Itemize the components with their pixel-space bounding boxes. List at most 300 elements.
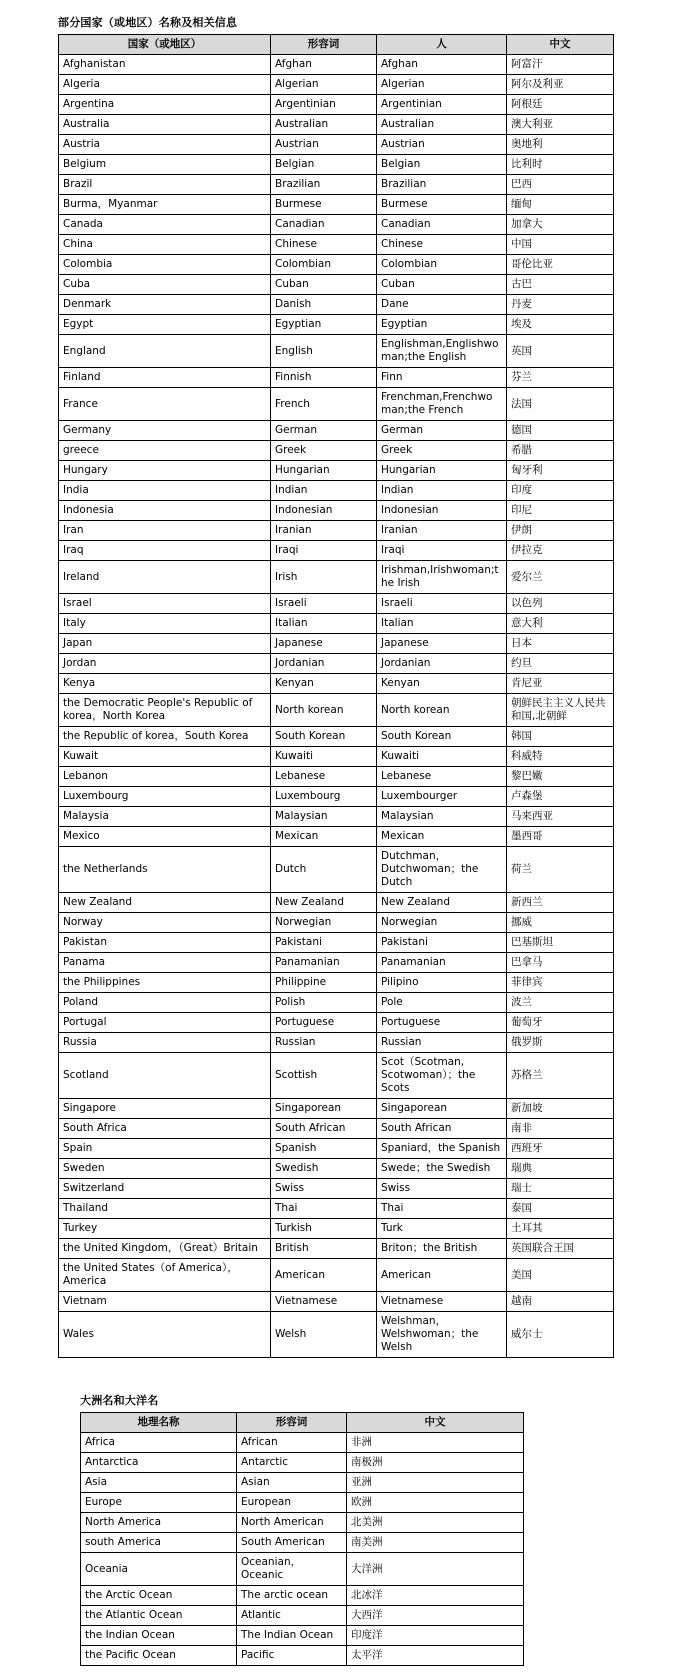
table-row (81, 1513, 524, 1533)
cell-country: Turkey (59, 1219, 271, 1239)
table-row (59, 847, 614, 893)
cell-adjective: Atlantic (237, 1606, 347, 1626)
cell-adjective: Canadian (271, 215, 377, 235)
cell-person: Russian (377, 1033, 507, 1053)
cell-country: Luxembourg (59, 787, 271, 807)
table-row (59, 614, 614, 634)
cell-country: Algeria (59, 75, 271, 95)
cell-adjective: Portuguese (271, 1013, 377, 1033)
cell-adjective: French (271, 388, 377, 421)
cell-chinese: 北美洲 (347, 1513, 524, 1533)
cell-chinese: 法国 (507, 388, 614, 421)
cell-chinese: 非洲 (347, 1433, 524, 1453)
cell-person: Norwegian (377, 913, 507, 933)
cell-country: India (59, 481, 271, 501)
table-row (59, 1179, 614, 1199)
cell-adjective: Kenyan (271, 674, 377, 694)
cell-adjective: Australian (271, 115, 377, 135)
table-row (81, 1606, 524, 1626)
cell-chinese: 欧洲 (347, 1493, 524, 1513)
cell-adjective: Pacific (237, 1646, 347, 1666)
cell-adjective: Indian (271, 481, 377, 501)
continents-oceans-section (0, 1392, 683, 1666)
cell-person: Israeli (377, 594, 507, 614)
table-row (59, 441, 614, 461)
cell-person: Irishman,Irishwoman;the Irish (377, 561, 507, 594)
cell-person: American (377, 1259, 507, 1292)
cell-adjective: Danish (271, 295, 377, 315)
cell-person: Pakistani (377, 933, 507, 953)
cell-person: Turk (377, 1219, 507, 1239)
cell-person: Thai (377, 1199, 507, 1219)
table-row (59, 501, 614, 521)
cell-adjective: Greek (271, 441, 377, 461)
cell-chinese: 约旦 (507, 654, 614, 674)
column-header-adjective: 形容词 (237, 1413, 347, 1433)
cell-chinese: 苏格兰 (507, 1053, 614, 1099)
cell-chinese: 太平洋 (347, 1646, 524, 1666)
cell-chinese: 意大利 (507, 614, 614, 634)
cell-country: the Republic of korea，South Korea (59, 727, 271, 747)
cell-person: Singaporean (377, 1099, 507, 1119)
cell-person: Colombian (377, 255, 507, 275)
table-row (59, 561, 614, 594)
table-row (59, 827, 614, 847)
cell-chinese: 伊拉克 (507, 541, 614, 561)
cell-chinese: 肯尼亚 (507, 674, 614, 694)
cell-person: Panamanian (377, 953, 507, 973)
table-row (59, 1099, 614, 1119)
cell-chinese: 亚洲 (347, 1473, 524, 1493)
continents-oceans-table (80, 1412, 524, 1666)
cell-chinese: 伊朗 (507, 521, 614, 541)
cell-chinese: 奥地利 (507, 135, 614, 155)
cell-person: Afghan (377, 55, 507, 75)
cell-adjective: Dutch (271, 847, 377, 893)
cell-country: Hungary (59, 461, 271, 481)
cell-adjective: The arctic ocean (237, 1586, 347, 1606)
cell-adjective: Finnish (271, 368, 377, 388)
cell-geographic-name: Europe (81, 1493, 237, 1513)
cell-country: Mexico (59, 827, 271, 847)
cell-adjective: New Zealand (271, 893, 377, 913)
table-row (59, 1292, 614, 1312)
table-row (59, 807, 614, 827)
cell-country: Australia (59, 115, 271, 135)
cell-country: Portugal (59, 1013, 271, 1033)
table-row (59, 368, 614, 388)
table-row (59, 135, 614, 155)
cell-adjective: Brazilian (271, 175, 377, 195)
cell-chinese: 英国联合王国 (507, 1239, 614, 1259)
table-row (59, 953, 614, 973)
cell-adjective: Norwegian (271, 913, 377, 933)
cell-country: Iraq (59, 541, 271, 561)
cell-country: Panama (59, 953, 271, 973)
table-row (59, 674, 614, 694)
cell-person: Lebanese (377, 767, 507, 787)
table-row (59, 1119, 614, 1139)
cell-chinese: 巴拿马 (507, 953, 614, 973)
table-row (59, 255, 614, 275)
cell-chinese: 葡萄牙 (507, 1013, 614, 1033)
cell-person: Kuwaiti (377, 747, 507, 767)
cell-adjective: Mexican (271, 827, 377, 847)
table-row (59, 521, 614, 541)
table-row (59, 594, 614, 614)
cell-country: the United States（of America），America (59, 1259, 271, 1292)
cell-person: Argentinian (377, 95, 507, 115)
table-row (59, 55, 614, 75)
cell-chinese: 加拿大 (507, 215, 614, 235)
column-header-adjective: 形容词 (271, 35, 377, 55)
cell-country: Russia (59, 1033, 271, 1053)
table-row (59, 1312, 614, 1358)
table-header-row (81, 1413, 524, 1433)
table-row (81, 1493, 524, 1513)
cell-person: Pole (377, 993, 507, 1013)
cell-person: Indonesian (377, 501, 507, 521)
table-row (81, 1646, 524, 1666)
cell-chinese: 黎巴嫩 (507, 767, 614, 787)
cell-person: Algerian (377, 75, 507, 95)
cell-country: Poland (59, 993, 271, 1013)
cell-chinese: 瑞士 (507, 1179, 614, 1199)
table-row (59, 787, 614, 807)
cell-chinese: 以色列 (507, 594, 614, 614)
cell-country: China (59, 235, 271, 255)
cell-adjective: Vietnamese (271, 1292, 377, 1312)
cell-adjective: Swiss (271, 1179, 377, 1199)
cell-chinese: 埃及 (507, 315, 614, 335)
cell-chinese: 爱尔兰 (507, 561, 614, 594)
cell-adjective: Egyptian (271, 315, 377, 335)
cell-adjective: Belgian (271, 155, 377, 175)
cell-country: Denmark (59, 295, 271, 315)
cell-adjective: European (237, 1493, 347, 1513)
cell-country: Spain (59, 1139, 271, 1159)
table-row (81, 1453, 524, 1473)
table-row (59, 933, 614, 953)
cell-person: Egyptian (377, 315, 507, 335)
cell-chinese: 匈牙利 (507, 461, 614, 481)
cell-chinese: 南极洲 (347, 1453, 524, 1473)
cell-chinese: 丹麦 (507, 295, 614, 315)
cell-person: Englishman,Englishwoman;the English (377, 335, 507, 368)
cell-chinese: 印尼 (507, 501, 614, 521)
cell-country: Lebanon (59, 767, 271, 787)
cell-adjective: Malaysian (271, 807, 377, 827)
cell-chinese: 越南 (507, 1292, 614, 1312)
cell-person: Japanese (377, 634, 507, 654)
cell-country: Thailand (59, 1199, 271, 1219)
cell-adjective: Swedish (271, 1159, 377, 1179)
cell-geographic-name: the Pacific Ocean (81, 1646, 237, 1666)
cell-adjective: Japanese (271, 634, 377, 654)
cell-geographic-name: the Arctic Ocean (81, 1586, 237, 1606)
cell-chinese: 波兰 (507, 993, 614, 1013)
countries-section-title: 部分国家（或地区）名称及相关信息 (58, 16, 238, 29)
table-row (59, 195, 614, 215)
cell-adjective: Turkish (271, 1219, 377, 1239)
table-header-row (59, 35, 614, 55)
cell-person: Burmese (377, 195, 507, 215)
cell-adjective: Antarctic (237, 1453, 347, 1473)
cell-chinese: 美国 (507, 1259, 614, 1292)
cell-adjective: Iranian (271, 521, 377, 541)
cell-chinese: 缅甸 (507, 195, 614, 215)
cell-country: France (59, 388, 271, 421)
cell-adjective: Luxembourg (271, 787, 377, 807)
cell-adjective: Burmese (271, 195, 377, 215)
cell-person: Portuguese (377, 1013, 507, 1033)
cell-adjective: North American (237, 1513, 347, 1533)
cell-adjective: North korean (271, 694, 377, 727)
table-row (59, 235, 614, 255)
table-row (81, 1533, 524, 1553)
table-row (59, 481, 614, 501)
cell-adjective: Asian (237, 1473, 347, 1493)
table-row (59, 215, 614, 235)
cell-adjective: Chinese (271, 235, 377, 255)
cell-chinese: 日本 (507, 634, 614, 654)
cell-person: North korean (377, 694, 507, 727)
table-row (59, 1053, 614, 1099)
countries-table (58, 34, 614, 1358)
table-row (59, 115, 614, 135)
cell-chinese: 印度 (507, 481, 614, 501)
cell-geographic-name: Oceania (81, 1553, 237, 1586)
cell-chinese: 阿根廷 (507, 95, 614, 115)
cell-chinese: 挪威 (507, 913, 614, 933)
column-header-person: 人 (377, 35, 507, 55)
cell-adjective: Lebanese (271, 767, 377, 787)
table-row (59, 1219, 614, 1239)
cell-person: Indian (377, 481, 507, 501)
cell-person: Italian (377, 614, 507, 634)
cell-chinese: 西班牙 (507, 1139, 614, 1159)
cell-country: Norway (59, 913, 271, 933)
cell-adjective: African (237, 1433, 347, 1453)
cell-chinese: 古巴 (507, 275, 614, 295)
cell-country: Italy (59, 614, 271, 634)
cell-adjective: Panamanian (271, 953, 377, 973)
cell-country: Ireland (59, 561, 271, 594)
cell-chinese: 比利时 (507, 155, 614, 175)
cell-country: South Africa (59, 1119, 271, 1139)
cell-person: Iranian (377, 521, 507, 541)
cell-chinese: 菲律宾 (507, 973, 614, 993)
cell-adjective: Argentinian (271, 95, 377, 115)
cell-person: Swede；the Swedish (377, 1159, 507, 1179)
table-row (59, 694, 614, 727)
cell-adjective: South American (237, 1533, 347, 1553)
table-row (59, 155, 614, 175)
cell-country: Brazil (59, 175, 271, 195)
table-row (81, 1553, 524, 1586)
cell-person: Finn (377, 368, 507, 388)
table-row (59, 335, 614, 368)
table-row (59, 421, 614, 441)
cell-adjective: Polish (271, 993, 377, 1013)
cell-adjective: Israeli (271, 594, 377, 614)
cell-person: Hungarian (377, 461, 507, 481)
cell-person: Scot（Scotman, Scotwoman）；the Scots (377, 1053, 507, 1099)
cell-person: German (377, 421, 507, 441)
cell-person: Luxembourger (377, 787, 507, 807)
cell-geographic-name: Asia (81, 1473, 237, 1493)
cell-geographic-name: the Indian Ocean (81, 1626, 237, 1646)
cell-adjective: Indonesian (271, 501, 377, 521)
cell-chinese: 澳大利亚 (507, 115, 614, 135)
cell-adjective: Jordanian (271, 654, 377, 674)
cell-adjective: Pakistani (271, 933, 377, 953)
cell-chinese: 泰国 (507, 1199, 614, 1219)
cell-chinese: 德国 (507, 421, 614, 441)
cell-chinese: 荷兰 (507, 847, 614, 893)
table-row (59, 1013, 614, 1033)
cell-chinese: 南美洲 (347, 1533, 524, 1553)
table-row (81, 1586, 524, 1606)
table-row (59, 1259, 614, 1292)
cell-country: Indonesia (59, 501, 271, 521)
cell-person: Swiss (377, 1179, 507, 1199)
cell-person: Malaysian (377, 807, 507, 827)
cell-person: Spaniard，the Spanish (377, 1139, 507, 1159)
cell-person: Welshman，Welshwoman；the Welsh (377, 1312, 507, 1358)
table-row (59, 275, 614, 295)
cell-chinese: 芬兰 (507, 368, 614, 388)
cell-country: Belgium (59, 155, 271, 175)
cell-country: Finland (59, 368, 271, 388)
cell-country: Vietnam (59, 1292, 271, 1312)
cell-chinese: 威尔士 (507, 1312, 614, 1358)
table-row (59, 993, 614, 1013)
table-row (59, 1239, 614, 1259)
cell-geographic-name: Antarctica (81, 1453, 237, 1473)
cell-chinese: 中国 (507, 235, 614, 255)
cell-person: Chinese (377, 235, 507, 255)
table-row (59, 461, 614, 481)
countries-section (0, 14, 683, 1358)
cell-adjective: Kuwaiti (271, 747, 377, 767)
cell-geographic-name: south America (81, 1533, 237, 1553)
cell-adjective: Colombian (271, 255, 377, 275)
column-header-chinese: 中文 (507, 35, 614, 55)
table-row (59, 541, 614, 561)
table-row (59, 295, 614, 315)
cell-person: Pilipino (377, 973, 507, 993)
cell-person: South African (377, 1119, 507, 1139)
cell-geographic-name: Africa (81, 1433, 237, 1453)
cell-country: England (59, 335, 271, 368)
cell-adjective: Irish (271, 561, 377, 594)
cell-adjective: Italian (271, 614, 377, 634)
cell-country: greece (59, 441, 271, 461)
cell-adjective: Iraqi (271, 541, 377, 561)
cell-person: Kenyan (377, 674, 507, 694)
cell-person: Canadian (377, 215, 507, 235)
cell-adjective: British (271, 1239, 377, 1259)
cell-country: Burma，Myanmar (59, 195, 271, 215)
cell-adjective: Afghan (271, 55, 377, 75)
table-row (59, 727, 614, 747)
cell-adjective: American (271, 1259, 377, 1292)
cell-adjective: Spanish (271, 1139, 377, 1159)
cell-country: Cuba (59, 275, 271, 295)
table-row (59, 913, 614, 933)
cell-country: Singapore (59, 1099, 271, 1119)
section-spacer (0, 1358, 683, 1392)
cell-adjective: The Indian Ocean (237, 1626, 347, 1646)
cell-country: Japan (59, 634, 271, 654)
cell-person: Australian (377, 115, 507, 135)
cell-country: Canada (59, 215, 271, 235)
cell-adjective: Scottish (271, 1053, 377, 1099)
cell-adjective: English (271, 335, 377, 368)
cell-chinese: 新加坡 (507, 1099, 614, 1119)
cell-country: Switzerland (59, 1179, 271, 1199)
cell-country: Scotland (59, 1053, 271, 1099)
cell-geographic-name: the Atlantic Ocean (81, 1606, 237, 1626)
cell-chinese: 科威特 (507, 747, 614, 767)
cell-chinese: 南非 (507, 1119, 614, 1139)
table-row (59, 767, 614, 787)
cell-person: Belgian (377, 155, 507, 175)
column-header-country: 国家（或地区） (59, 35, 271, 55)
table-row (59, 1159, 614, 1179)
cell-person: Briton；the British (377, 1239, 507, 1259)
cell-country: Austria (59, 135, 271, 155)
cell-person: Iraqi (377, 541, 507, 561)
cell-chinese: 瑞典 (507, 1159, 614, 1179)
cell-person: New Zealand (377, 893, 507, 913)
column-header-geographic-name: 地理名称 (81, 1413, 237, 1433)
cell-adjective: Hungarian (271, 461, 377, 481)
cell-adjective: Cuban (271, 275, 377, 295)
cell-adjective: Oceanian，Oceanic (237, 1553, 347, 1586)
cell-geographic-name: North America (81, 1513, 237, 1533)
table-row (59, 95, 614, 115)
table-row (59, 388, 614, 421)
cell-chinese: 希腊 (507, 441, 614, 461)
cell-country: Afghanistan (59, 55, 271, 75)
cell-chinese: 阿富汗 (507, 55, 614, 75)
cell-adjective: South African (271, 1119, 377, 1139)
table-row (59, 747, 614, 767)
cell-chinese: 大西洋 (347, 1606, 524, 1626)
cell-person: Greek (377, 441, 507, 461)
cell-chinese: 哥伦比亚 (507, 255, 614, 275)
cell-country: Iran (59, 521, 271, 541)
cell-chinese: 朝鲜民主主义人民共和国,北朝鲜 (507, 694, 614, 727)
cell-adjective: Singaporean (271, 1099, 377, 1119)
cell-adjective: Philippine (271, 973, 377, 993)
cell-chinese: 巴基斯坦 (507, 933, 614, 953)
cell-country: Jordan (59, 654, 271, 674)
continents-section-title: 大洲名和大洋名 (80, 1394, 159, 1407)
cell-person: Cuban (377, 275, 507, 295)
cell-chinese: 印度洋 (347, 1626, 524, 1646)
cell-adjective: German (271, 421, 377, 441)
cell-country: the Democratic People's Republic of korea，North Korea (59, 694, 271, 727)
table-row (59, 1199, 614, 1219)
table-row (59, 1033, 614, 1053)
cell-country: Pakistan (59, 933, 271, 953)
cell-country: Malaysia (59, 807, 271, 827)
cell-country: New Zealand (59, 893, 271, 913)
cell-country: Kenya (59, 674, 271, 694)
